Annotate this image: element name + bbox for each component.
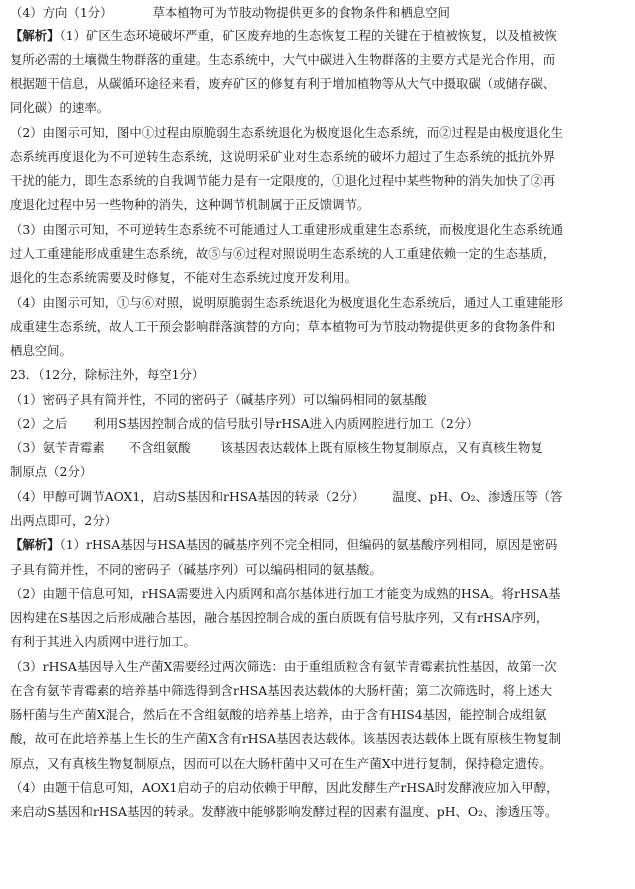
text-segment: 该基因表达载体上既有原核生物复制原点，又有真核生物复 [220, 440, 543, 455]
text-segment: 复所必需的土壤微生物群落的重建。生态系统中，大气中碳进入生物群落的主要方式是光合作用，而 [10, 52, 556, 67]
text-segment: 肠杆菌与生产菌X混合，然后在不含组氨酸的培养基上培养，由于含有HIS4基因，能控制合成组氨 [10, 707, 547, 722]
text-segment: 酸，故可在此培养基上生长的生产菌X含有rHSA基因表达载体。该基因表达载体上既有原核生物复制 [10, 731, 562, 746]
text-line [10, 683, 625, 699]
text-segment: 态系统再度退化为不可逆转生态系统，这说明采矿业对生态系统的破坏力超过了生态系统的抵抗外界 [10, 149, 556, 164]
text-segment: 根据题干信息，从碳循环途径来看，废弃矿区的修复有利于增加植物等从大气中摄取碳（或储存碳、 [10, 76, 556, 91]
text-segment: 有利于其进入内质网中进行加工。 [10, 634, 196, 649]
text-segment: 23．（12分，除标注外，每空1分） [10, 367, 205, 382]
text-line [10, 149, 625, 165]
text-line [10, 464, 625, 480]
text-segment: （3）rHSA基因导入生产菌X需要经过两次筛选：由于重组质粒含有氨苄青霉素抗性基因，故第一次 [10, 659, 557, 674]
text-line [10, 392, 625, 408]
text-segment: （4）由图示可知，①与⑥对照，说明原脆弱生态系统退化为极度退化生态系统后，通过人工重建能形 [10, 295, 564, 310]
text-segment: 来启动S基因和rHSA基因的转录。发酵液中能够影响发酵过程的因素有温度、pH、O₂、渗透压等。 [10, 804, 558, 819]
text-segment: 干扰的能力，即生态系统的自我调节能力是有一定限度的，①退化过程中某些物种的消失加快了②再 [10, 173, 556, 188]
text-segment: 原点，又有真核生物复制原点，因而可以在大肠杆菌中又可在生产菌X中进行复制，保持稳定遗传。 [10, 756, 552, 771]
text-line [10, 246, 625, 262]
text-segment: 子具有简并性，不同的密码子（碱基序列）可以编码相同的氨基酸。 [10, 562, 382, 577]
text-segment: 制原点（2分） [10, 464, 93, 479]
text-line [10, 659, 625, 675]
analysis-tag: 【解析】 [10, 537, 60, 552]
text-line [10, 52, 625, 68]
text-line [10, 173, 625, 189]
text-line [10, 489, 625, 505]
text-line [10, 319, 625, 335]
text-segment: （4）由题干信息可知，AOX1启动子的启动依赖于甲醇，因此发酵生产rHSA时发酵液应加入甲醇， [10, 780, 559, 795]
text-line [10, 197, 625, 213]
text-segment: 成重建生态系统，故人工干预会影响群落演替的方向；草本植物可为节肢动物提供更多的食物条件和 [10, 319, 556, 334]
text-segment: 退化的生态系统需要及时修复，不能对生态系统过度开发利用。 [10, 270, 357, 285]
text-segment: 利用S基因控制合成的信号肽引导rHSA进入内质网腔进行加工（2分） [93, 416, 479, 431]
text-segment: （1）密码子具有简并性，不同的密码子（碱基序列）可以编码相同的氨基酸 [10, 392, 427, 407]
text-segment: 度退化过程中另一些物种的消失，这种调节机制属于正反馈调节。 [10, 197, 370, 212]
text-line [10, 537, 625, 553]
text-line [10, 780, 625, 796]
text-line [10, 440, 625, 456]
text-segment: 因构建在S基因之后形成融合基因，融合基因控制合成的蛋白质既有信号肽序列，又有rHSA序列， [10, 610, 549, 625]
text-line [10, 125, 625, 141]
text-segment: 过人工重建能形成重建生态系统，故⑤与⑥过程对照说明生态系统的人工重建依赖一定的生态基质， [10, 246, 556, 261]
text-segment: 出两点即可，2分） [10, 513, 118, 528]
text-segment: （1）矿区生态环境破坏严重，矿区废弃地的生态恢复工程的关键在于植被恢复，以及植被恢 [59, 28, 557, 43]
text-segment: （3）氨苄青霉素 [10, 440, 105, 455]
text-segment: （2）由题干信息可知，rHSA需要进入内质网和高尔基体进行加工才能变为成熟的HSA。将rHSA基 [10, 586, 561, 601]
text-segment: （3）由图示可知，不可逆转生态系统不可能通过人工重建形成重建生态系统，而极度退化生态系统通 [10, 222, 564, 237]
text-line [10, 634, 625, 650]
text-segment: 栖息空间。 [10, 343, 72, 358]
text-line [10, 562, 625, 578]
text-line [10, 586, 625, 602]
text-segment: 同化碳）的速率。 [10, 100, 110, 115]
text-line [10, 100, 625, 116]
text-line [10, 222, 625, 238]
text-line [10, 270, 625, 286]
text-line [10, 28, 625, 44]
question-header [10, 367, 625, 383]
text-segment: （2）由图示可知，图中①过程由原脆弱生态系统退化为极度退化生态系统，而②过程是由极度退化生 [10, 125, 564, 140]
analysis-tag: 【解析】 [10, 28, 60, 43]
text-segment: （1）rHSA基因与HSA基因的碱基序列不完全相同，但编码的氨基酸序列相同，原因是密码 [59, 537, 558, 552]
text-segment: 草本植物可为节肢动物提供更多的食物条件和栖息空间 [152, 5, 450, 20]
text-segment: （4）方向（1分） [10, 5, 113, 20]
text-line [10, 731, 625, 747]
text-line [10, 343, 625, 359]
text-line [10, 707, 625, 723]
text-line [10, 610, 625, 626]
text-line [10, 513, 625, 529]
text-line [10, 416, 625, 432]
text-line [10, 76, 625, 92]
text-segment: 在含有氨苄青霉素的培养基中筛选得到含rHSA基因表达载体的大肠杆菌；第二次筛选时，将上述大 [10, 683, 553, 698]
text-segment: 温度、pH、O₂、渗透压等（答 [392, 489, 563, 504]
text-segment: （2）之后 [10, 416, 68, 431]
text-line [10, 756, 625, 772]
text-line [10, 5, 625, 21]
text-line [10, 804, 625, 820]
text-line [10, 295, 625, 311]
text-segment: 不含组氨酸 [128, 440, 191, 455]
text-segment: （4）甲醇可调节AOX1，启动S基因和rHSA基因的转录（2分） [10, 489, 365, 504]
